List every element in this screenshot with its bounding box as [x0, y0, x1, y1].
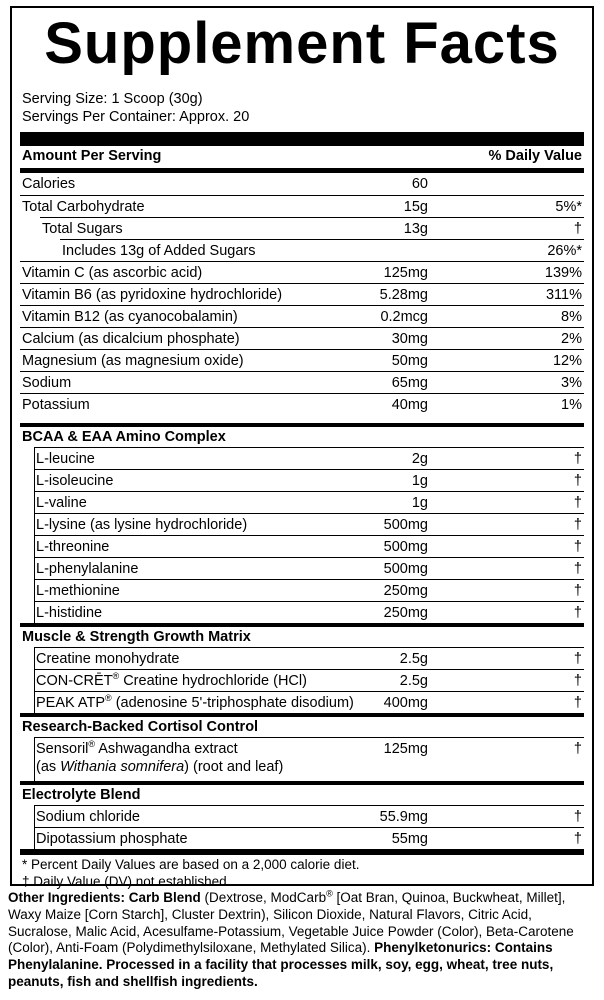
peak-amount: 400mg: [383, 695, 428, 711]
serving-size: Serving Size: 1 Scoop (30g): [22, 91, 203, 107]
nutrient-row: [20, 371, 584, 394]
nutrient-dv: 26%*: [547, 243, 582, 259]
ingredients-text-1: (Dextrose, ModCarb: [200, 890, 327, 905]
nutrient-amount: 15g: [403, 199, 428, 215]
section-title: BCAA & EAA Amino Complex: [22, 429, 226, 445]
amino-dv: †: [573, 539, 582, 555]
section-header-muscle: [20, 623, 584, 647]
amino-dv: †: [573, 561, 582, 577]
nutrient-row: [20, 393, 584, 416]
muscle-row: [34, 669, 584, 692]
nutrient-row: [20, 173, 584, 195]
amino-name: L-lysine (as lysine hydrochloride): [36, 517, 248, 533]
registered-mark: ®: [105, 693, 112, 704]
nutrient-name: Sodium: [22, 375, 72, 391]
section-title: Muscle & Strength Growth Matrix: [22, 629, 251, 645]
registered-mark: ®: [326, 888, 333, 899]
section-header-cortisol: [20, 713, 584, 737]
amino-amount: 250mg: [383, 583, 428, 599]
amino-amount: 500mg: [383, 539, 428, 555]
nutrient-dv: 8%: [561, 309, 582, 325]
nutrient-dv: 3%: [561, 375, 582, 391]
section-title: Research-Backed Cortisol Control: [22, 719, 259, 735]
amino-amount: 1g: [411, 495, 428, 511]
nutrient-row: [20, 195, 584, 218]
amino-name: L-threonine: [36, 539, 110, 555]
nutrient-amount: 60: [411, 176, 428, 192]
ingredients-text-2: [Oat Bran, Quinoa, Buckwheat, Millet], Waxy Maize [Corn Starch], Cluster Dextrin), Silicon Dioxide, Natural Flavors, Citric Acid, Sucralose, Malic Acid, Acesulfame-Potassium, Vegetable Juice Powder (Color), Beta-Carotene (Color), Anti-Foam (Polydimethylsiloxane, Methylated Silica).: [8, 890, 574, 956]
electrolyte-amount: 55mg: [391, 831, 428, 847]
footnote-dagger: † Daily Value (DV) not established.: [22, 874, 231, 889]
amino-name: L-phenylalanine: [36, 561, 139, 577]
thick-divider: [20, 132, 584, 146]
amino-name: L-valine: [36, 495, 87, 511]
nutrient-row: [60, 239, 584, 262]
amino-amount: 500mg: [383, 561, 428, 577]
nutrient-name: Calories: [22, 176, 76, 192]
sensoril-brand: Sensoril: [36, 741, 89, 757]
section-header-bcaa: [20, 423, 584, 447]
nutrient-row: [20, 349, 584, 372]
ashwagandha-source: [36, 759, 283, 775]
amino-name: L-isoleucine: [36, 473, 114, 489]
amino-dv: †: [573, 451, 582, 467]
electrolyte-dv: †: [573, 809, 582, 825]
nutrient-row: [20, 261, 584, 284]
nutrient-dv: †: [573, 221, 582, 237]
concret-brand: CON-CRĒT: [36, 673, 113, 689]
electrolyte-row: [34, 827, 584, 850]
amino-dv: †: [573, 583, 582, 599]
amino-name: L-leucine: [36, 451, 95, 467]
ashwagandha-amount: 125mg: [383, 741, 428, 757]
creatine-dv: †: [573, 651, 582, 667]
peak-brand: PEAK ATP: [36, 695, 106, 711]
species-name: Withania somnifera: [60, 759, 185, 775]
panel-title: Supplement Facts: [44, 11, 560, 76]
supplement-facts-panel: [10, 6, 594, 889]
creatine-name: Creatine monohydrate: [36, 651, 180, 667]
amino-row: [34, 601, 584, 624]
nutrient-name: Calcium (as dicalcium phosphate): [22, 331, 240, 347]
nutrient-name: Includes 13g of Added Sugars: [62, 243, 256, 259]
concret-dv: †: [573, 673, 582, 689]
amino-name: L-histidine: [36, 605, 103, 621]
concret-name: [36, 673, 307, 689]
bottom-divider: [20, 849, 584, 855]
nutrient-amount: 40mg: [391, 397, 428, 413]
nutrient-name: Total Carbohydrate: [22, 199, 145, 215]
peak-dv: †: [573, 695, 582, 711]
ashwagandha-name: [36, 741, 238, 757]
cortisol-row: [34, 737, 584, 782]
nutrient-row: [20, 327, 584, 350]
allergen-warning: Phenylketonurics: Contains Phenylalanine. Processed in a facility that processes milk, soy, egg, wheat, tree nuts, peanuts, fish and shellfish ingredients.: [8, 940, 554, 989]
daily-value-header: % Daily Value: [488, 148, 582, 164]
column-header: [22, 147, 582, 165]
registered-mark: ®: [88, 739, 96, 750]
servings-per-container: Servings Per Container: Approx. 20: [22, 109, 250, 125]
nutrient-dv: 1%: [561, 397, 582, 413]
nutrient-amount: 5.28mg: [379, 287, 428, 303]
nutrient-name: Vitamin B6 (as pyridoxine hydrochloride): [22, 287, 283, 303]
amino-dv: †: [573, 517, 582, 533]
registered-mark: ®: [112, 671, 120, 682]
amino-amount: 2g: [411, 451, 428, 467]
nutrient-amount: 125mg: [383, 265, 428, 281]
nutrient-amount: 13g: [403, 221, 428, 237]
nutrient-name: Magnesium (as magnesium oxide): [22, 353, 244, 369]
amino-amount: 250mg: [383, 605, 428, 621]
electrolyte-amount: 55.9mg: [379, 809, 428, 825]
nutrient-row: [20, 305, 584, 328]
amino-row: [34, 535, 584, 558]
electrolyte-name: Dipotassium phosphate: [36, 831, 188, 847]
electrolyte-row: [34, 805, 584, 828]
muscle-row: [34, 691, 584, 714]
amino-name: L-methionine: [36, 583, 120, 599]
amino-row: [34, 469, 584, 492]
nutrient-name: Vitamin C (as ascorbic acid): [22, 265, 203, 281]
concret-desc: Creatine hydrochloride (HCl): [119, 673, 307, 689]
ingredients-label: Other Ingredients: Carb Blend: [8, 890, 201, 905]
other-ingredients: [8, 890, 598, 991]
electrolyte-name: Sodium chloride: [36, 809, 140, 825]
section-title: Electrolyte Blend: [22, 787, 141, 803]
nutrient-name: Total Sugars: [42, 221, 123, 237]
nutrient-row: [20, 283, 584, 306]
nutrient-name: Potassium: [22, 397, 90, 413]
amino-row: [34, 557, 584, 580]
nutrient-dv: 2%: [561, 331, 582, 347]
amino-row: [34, 579, 584, 602]
amino-amount: 1g: [411, 473, 428, 489]
concret-amount: 2.5g: [399, 673, 428, 689]
section-header-electrolyte: [20, 781, 584, 805]
nutrient-dv: 311%: [545, 287, 582, 303]
source-prefix: (as: [36, 759, 61, 775]
amino-dv: †: [573, 495, 582, 511]
amino-dv: †: [573, 605, 582, 621]
peak-atp-name: [36, 695, 354, 711]
ashwagandha-dv: †: [573, 741, 582, 757]
amino-row: [34, 447, 584, 470]
muscle-row: [34, 647, 584, 670]
amount-per-serving-header: Amount Per Serving: [22, 148, 162, 164]
electrolyte-dv: †: [573, 831, 582, 847]
source-suffix: ) (root and leaf): [184, 759, 284, 775]
amino-dv: †: [573, 473, 582, 489]
amino-row: [34, 513, 584, 536]
nutrient-dv: 12%: [552, 353, 582, 369]
nutrient-name: Vitamin B12 (as cyanocobalamin): [22, 309, 238, 325]
nutrient-amount: 0.2mcg: [380, 309, 428, 325]
peak-desc: (adenosine 5'-triphosphate disodium): [111, 695, 354, 711]
nutrient-dv: 139%: [544, 265, 582, 281]
nutrient-amount: 65mg: [391, 375, 428, 391]
creatine-amount: 2.5g: [399, 651, 428, 667]
nutrient-dv: 5%*: [555, 199, 582, 215]
footnote-percent: * Percent Daily Values are based on a 2,000 calorie diet.: [22, 857, 360, 872]
amino-row: [34, 491, 584, 514]
nutrient-amount: 30mg: [391, 331, 428, 347]
amino-amount: 500mg: [383, 517, 428, 533]
ashwagandha-desc: Ashwagandha extract: [95, 741, 238, 757]
nutrient-amount: 50mg: [391, 353, 428, 369]
nutrient-row: [40, 217, 584, 240]
